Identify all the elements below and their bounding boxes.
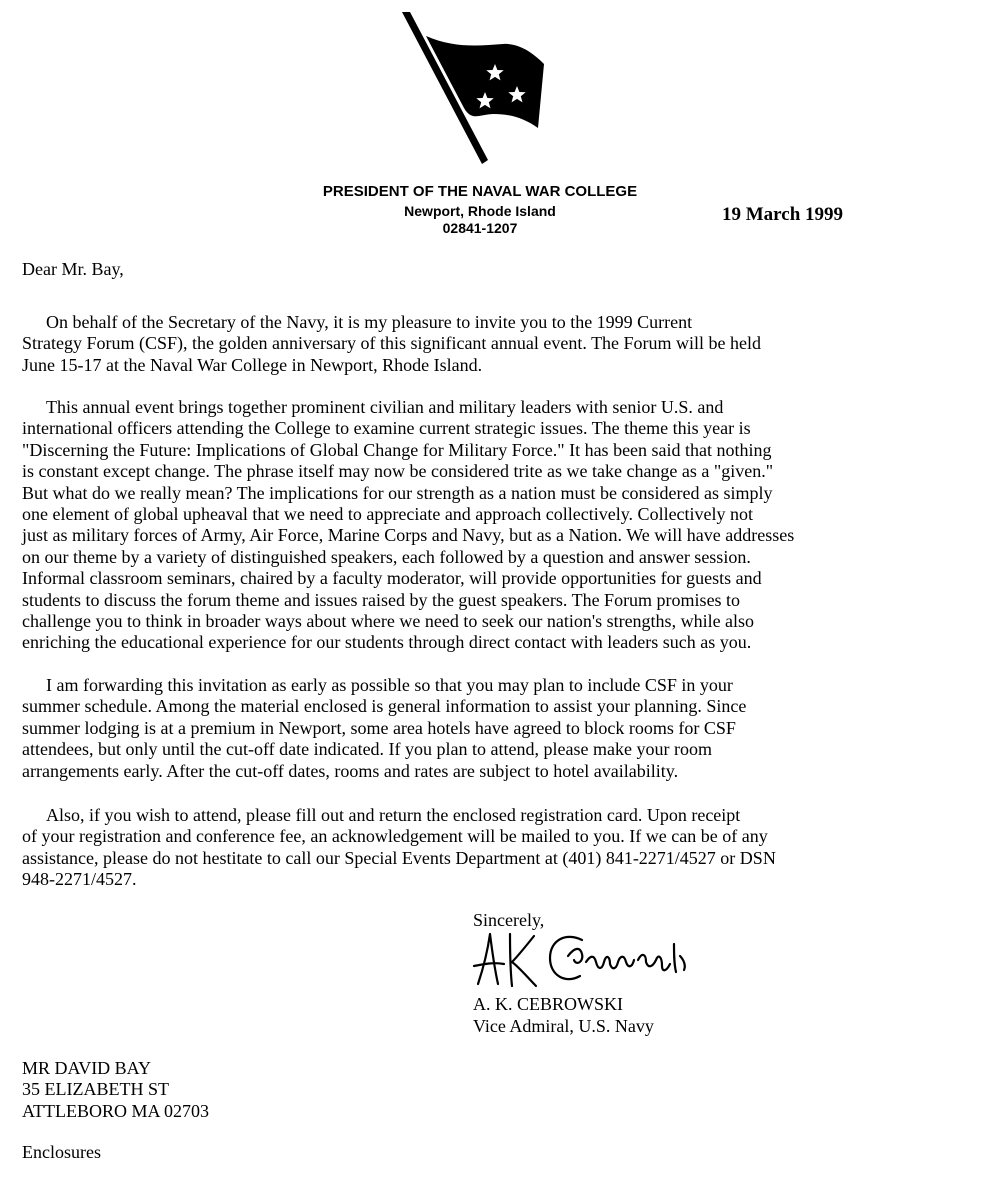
paragraph-invitation <box>22 312 998 376</box>
letter-date: 19 March 1999 <box>722 204 844 225</box>
paragraph-line: June 15-17 at the Naval War College in Newport, Rhode Island. <box>22 354 483 375</box>
paragraph-line: Also, if you wish to attend, please fill out and return the enclosed registration card. Upon receipt <box>46 805 741 825</box>
recipient-address <box>22 1058 209 1122</box>
paragraph-line: enriching the educational experience for our students through direct contact with leaders such as you. <box>22 632 752 653</box>
signer-name: A. K. CEBROWSKI <box>473 994 624 1014</box>
paragraph-line: Strategy Forum (CSF), the golden anniversary of this significant annual event. The Forum will be held <box>22 333 762 354</box>
paragraph-line: just as military forces of Army, Air Force, Marine Corps and Navy, but as a Nation. We will have addresses <box>22 525 795 546</box>
address-line: ATTLEBORO MA 02703 <box>22 1100 210 1121</box>
paragraph-line: of your registration and conference fee, an acknowledgement will be mailed to you. If we can be of any <box>22 826 768 847</box>
paragraph-line: summer lodging is at a premium in Newport, some area hotels have agreed to block rooms for CSF <box>22 717 736 738</box>
letterhead-title: PRESIDENT OF THE NAVAL WAR COLLEGE <box>322 183 638 200</box>
paragraph-line: 948-2271/4527. <box>22 869 137 890</box>
signer-title: Vice Admiral, U.S. Navy <box>473 1016 654 1036</box>
paragraph-line: attendees, but only until the cut-off date indicated. If you plan to attend, please make your room <box>22 739 712 760</box>
paragraph-line: on our theme by a variety of distinguished speakers, each followed by a question and answer session. <box>22 546 751 567</box>
paragraph-line: assistance, please do not hestitate to call our Special Events Department at (401) 841-2271/4527 or DSN <box>22 847 776 868</box>
address-line: 35 ELIZABETH ST <box>22 1079 169 1100</box>
paragraph-line: students to discuss the forum theme and issues raised by the guest speakers. The Forum promises to <box>22 589 741 610</box>
paragraph-line: On behalf of the Secretary of the Navy, it is my pleasure to invite you to the 1999 Current <box>46 312 693 332</box>
address-line: MR DAVID BAY <box>22 1058 152 1078</box>
paragraph-line: one element of global upheaval that we need to appreciate and approach collectively. Collectively not <box>22 504 754 525</box>
paragraph-line: international officers attending the College to examine current strategic issues. The theme this year is <box>22 418 751 439</box>
paragraph-lodging <box>22 675 998 782</box>
closing: Sincerely, <box>473 910 545 930</box>
paragraph-event-description <box>22 397 998 654</box>
paragraph-line: "Discerning the Future: Implications of Global Change for Military Force." It has been said that nothing <box>22 439 772 460</box>
paragraph-line: I am forwarding this invitation as early as possible so that you may plan to include CSF in your <box>46 675 733 695</box>
letterhead-city: Newport, Rhode Island <box>404 203 556 219</box>
salutation: Dear Mr. Bay, <box>22 259 124 279</box>
enclosures-note: Enclosures <box>22 1142 101 1162</box>
letterhead-zip: 02841-1207 <box>442 220 518 236</box>
paragraph-line: arrangements early. After the cut-off dates, rooms and rates are subject to hotel availability. <box>22 760 679 781</box>
paragraph-line: But what do we really mean? The implications for our strength as a nation must be considered as simply <box>22 482 773 503</box>
paragraph-line: summer schedule. Among the material enclosed is general information to assist your planning. Since <box>22 696 747 717</box>
flag-logo-icon <box>398 10 548 170</box>
paragraph-line: This annual event brings together prominent civilian and military leaders with senior U.S. and <box>46 397 724 417</box>
paragraph-line: Informal classroom seminars, chaired by a faculty moderator, will provide opportunities for guests and <box>22 568 762 589</box>
paragraph-line: challenge you to think in broader ways about where we need to seek our nation's strengths, while also <box>22 611 755 632</box>
paragraph-registration <box>22 805 998 891</box>
handwritten-signature <box>470 926 700 990</box>
paragraph-line: is constant except change. The phrase itself may now be considered trite as we take change as a "given." <box>22 461 774 482</box>
